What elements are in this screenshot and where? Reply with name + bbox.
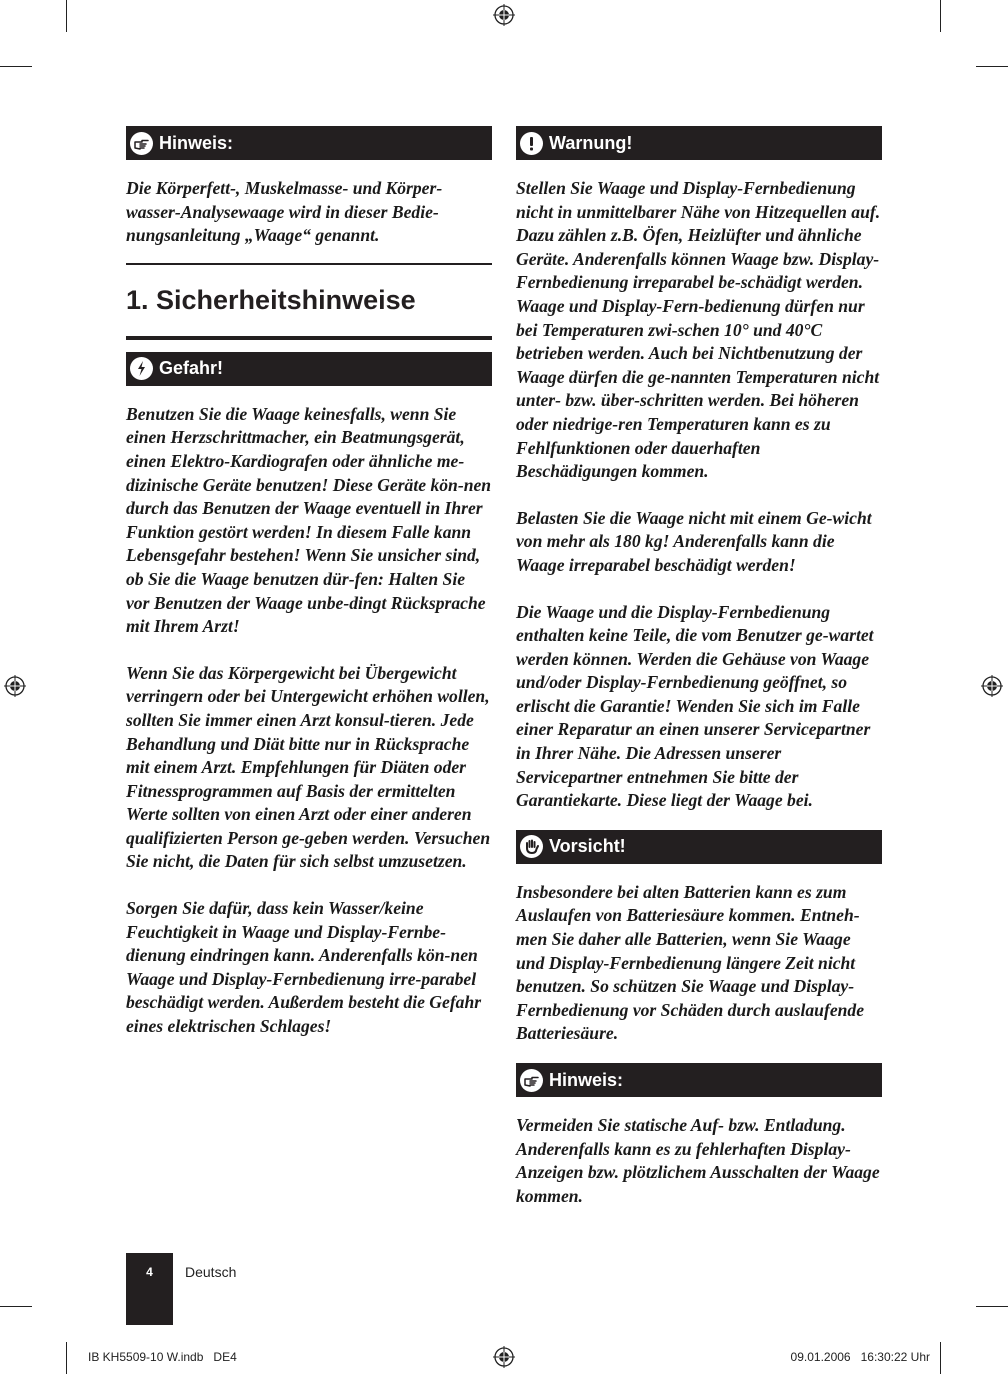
lightning-icon [130, 357, 153, 380]
warning-paragraph: Belasten Sie die Waage nicht mit einem Ge-wicht von mehr als 180 kg! Anderenfalls kann die Waage irreparabel beschädigt werden! [516, 507, 872, 575]
notice-header [516, 1063, 882, 1097]
registration-mark-icon [493, 1346, 515, 1368]
warning-label: Warnung! [549, 132, 633, 153]
caution-label: Vorsicht! [549, 836, 626, 857]
section-rule-top [126, 263, 492, 265]
danger-label: Gefahr! [159, 358, 224, 379]
crop-mark [940, 0, 941, 32]
section-rule-bottom [126, 336, 492, 340]
page-language: Deutsch [185, 1264, 237, 1280]
registration-mark-icon [493, 4, 515, 26]
notice-header [126, 126, 492, 160]
notice-text: Die Körperfett-, Muskelmasse- und Körper-wasser-Analysewaage wird in dieser Bedie-nungsanleitung „Waage“ genannt. [126, 178, 443, 246]
pointing-hand-icon [520, 1069, 543, 1092]
crop-mark [976, 66, 1008, 67]
caution-text: Insbesondere bei alten Batterien kann es zum Auslaufen von Batteriesäure kommen. Entneh-men Sie daher alle Batterien, wenn Sie Waage und Display-Fernbedienung längere Zeit nicht benutzen. So schützen Sie Waage und Display-Fernbedienung vor Schäden durch auslaufende Batteriesäure. [516, 881, 865, 1044]
warning-header [516, 126, 882, 160]
danger-header [126, 352, 492, 386]
print-timestamp: 09.01.2006 16:30:22 Uhr [790, 1350, 930, 1364]
danger-paragraph: Sorgen Sie dafür, dass kein Wasser/keine Feuchtigkeit in Waage und Display-Fernbe-dienung eindringen kann. Anderenfalls kön-nen Waage und Display-Fernbedienung irre-parabel beschädigt werden. Außerdem besteht die Gefahr eines elektrischen Schlages! [126, 898, 482, 1037]
right-column [516, 126, 882, 1208]
caution-header [516, 830, 882, 864]
crop-mark [0, 1306, 32, 1307]
exclamation-icon [520, 132, 543, 155]
pointing-hand-icon [130, 132, 153, 155]
registration-mark-icon [4, 675, 26, 697]
page-number: 4 [146, 1265, 153, 1279]
registration-mark-icon [981, 675, 1003, 697]
notice-text: Vermeiden Sie statische Auf- bzw. Entladung. Anderenfalls kann es zu fehlerhaften Display-Anzeigen bzw. plötzlichem Ausschalten der Waage kommen. [516, 1115, 880, 1206]
stop-hand-icon [520, 835, 543, 858]
crop-mark [0, 66, 32, 67]
page-number-tab [126, 1253, 173, 1325]
crop-mark [976, 1306, 1008, 1307]
crop-mark [66, 1342, 67, 1374]
print-file-info: IB KH5509-10 W.indb DE4 [88, 1350, 237, 1364]
crop-mark [66, 0, 67, 32]
warning-paragraph: Stellen Sie Waage und Display-Fernbedienung nicht in unmittelbarer Nähe von Hitzequellen auf. Dazu zählen z.B. Öfen, Heizlüfter und ähnliche Geräte. Anderenfalls können Waage bzw. Display-Fernbedienung irreparabel be-schädigt werden. Waage und Display-Fern-bedienung dürfen nur bei Temperaturen zwi-schen 10° und 40°C betrieben werden. Auch bei Nichtbenutzung der Waage dürfen die ge-nannten Temperaturen nicht unter- bzw. über-schritten werden. Bei höheren oder niedrige-ren Temperaturen kann es zu Fehlfunktionen oder dauerhaften Beschädigungen kommen. [516, 178, 881, 482]
notice-label: Hinweis: [159, 132, 234, 153]
danger-paragraph: Wenn Sie das Körpergewicht bei Übergewicht verringern oder bei Untergewicht erhöhen wollen, sollten Sie immer einen Arzt konsul-tieren. Jede Behandlung und Diät bitte nur in Rücksprache mit einem Arzt. Empfehlungen für Diäten oder Fitnessprogrammen auf Basis der ermittelten Werte sollten von einen Arzt oder einer anderen qualifizierten Person ge-geben werden. Versuchen Sie nicht, die Daten für sich selbst umzusetzen. [126, 662, 491, 872]
notice-label: Hinweis: [549, 1069, 624, 1090]
warning-paragraph: Die Waage und die Display-Fernbedienung enthalten keine Teile, die vom Benutzer ge-wartet werden können. Werden die Gehäuse von Waage und/oder Display-Fernbedienung geöffnet, so erlischt die Garantie! Wenden Sie sich im Falle einer Reparatur an einen unserer Servicepartner in Ihrer Nähe. Die Adressen unserer Servicepartner entnehmen Sie bitte der Garantiekarte. Diese liegt der Waage bei. [516, 601, 874, 811]
left-column [126, 126, 492, 1039]
danger-paragraph: Benutzen Sie die Waage keinesfalls, wenn Sie einen Herzschrittmacher, ein Beatmungsgerät, einen Elektro-Kardiografen oder ähnliche me-dizinische Geräte benutzen! Diese Geräte kön-nen durch das Benutzen der Waage eventuell in Ihrer Funktion gestört werden! In diesem Falle kann Lebensgefahr bestehen! Wenn Sie unsicher sind, ob Sie die Waage benutzen dür-fen: Halten Sie vor Benutzen der Waage unbe-dingt Rücksprache mit Ihrem Arzt! [126, 403, 492, 637]
section-title: 1. Sicherheitshinweise [126, 284, 416, 315]
crop-mark [940, 1342, 941, 1374]
